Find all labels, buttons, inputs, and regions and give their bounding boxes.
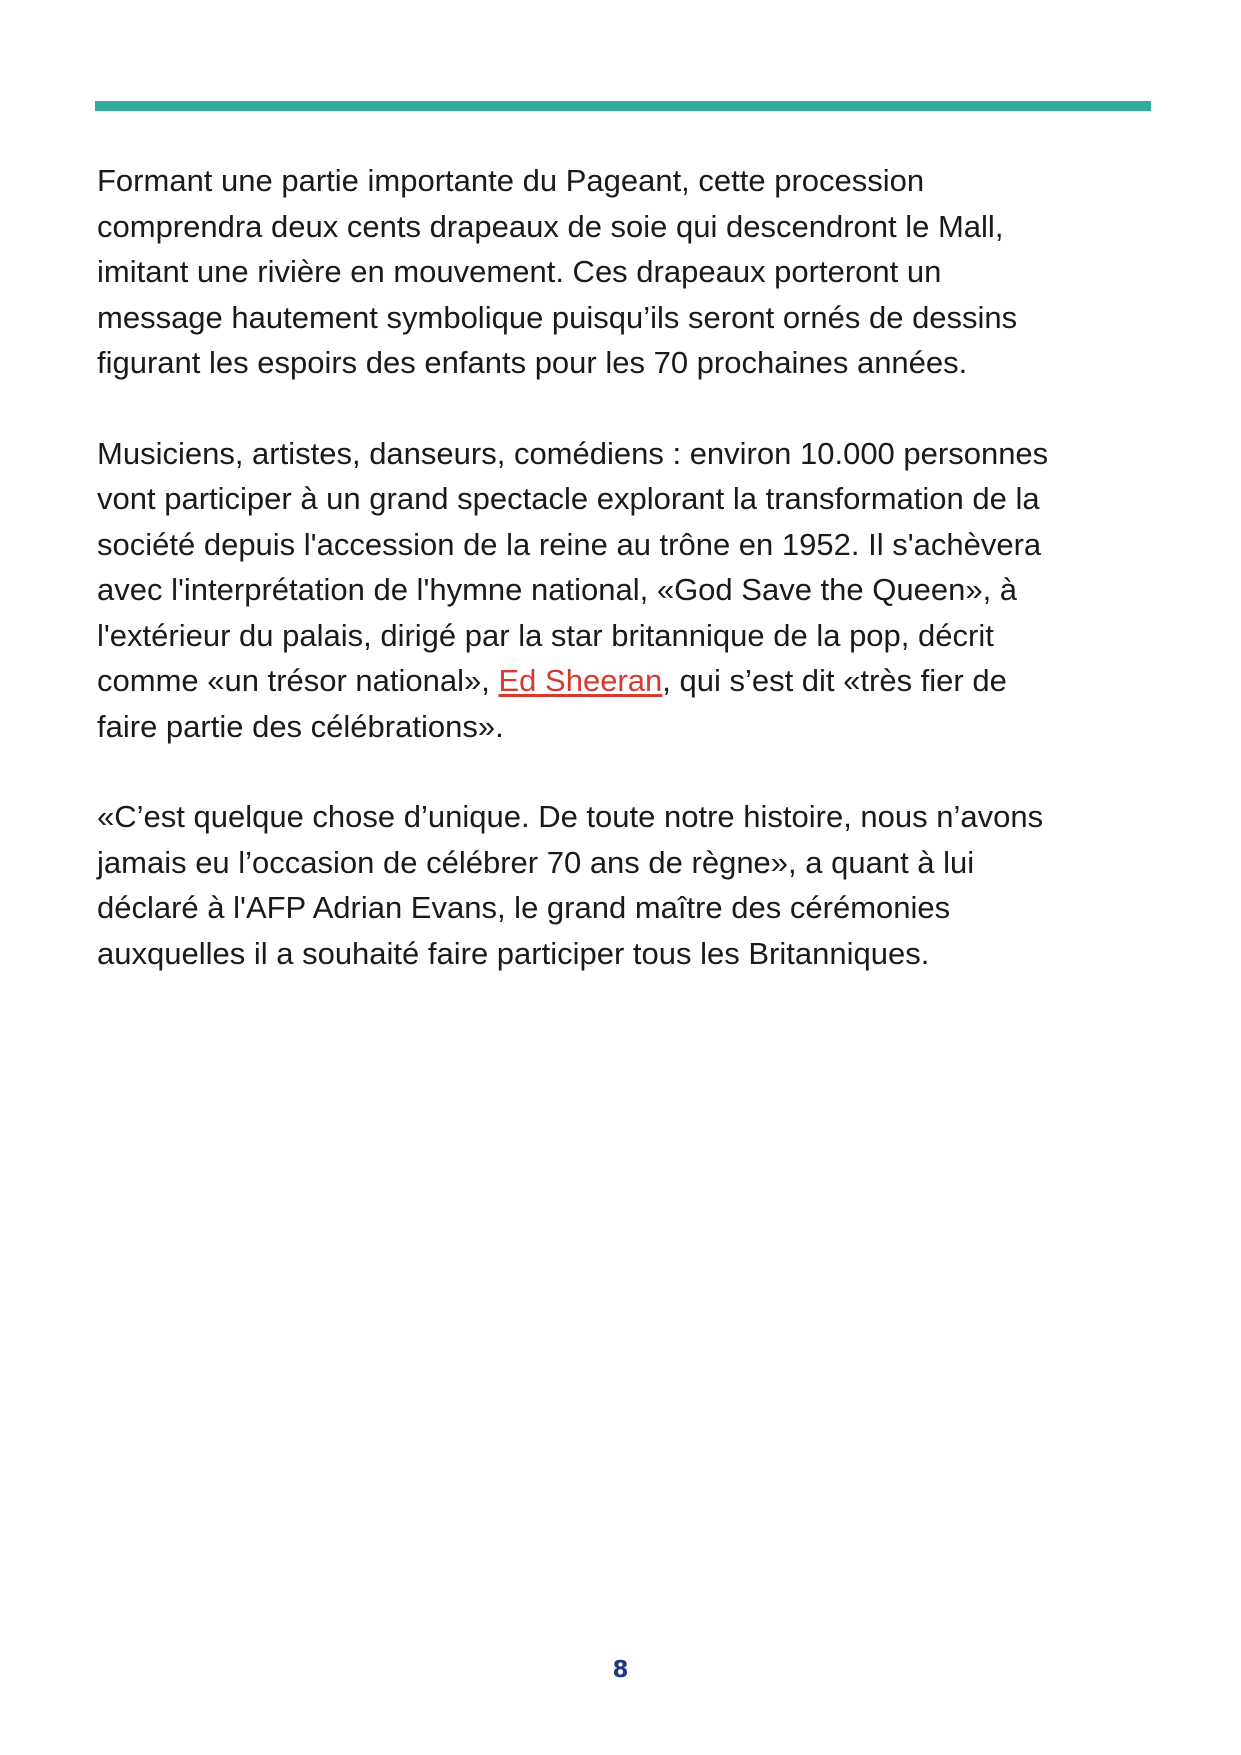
text-line: «C’est quelque chose d’unique. De toute notre histoire, nous n’avons: [97, 799, 1044, 834]
text-before-link: comme «un trésor national»,: [97, 663, 499, 698]
text-line: société depuis l'accession de la reine au trône en 1952. Il s'achèvera: [97, 526, 1042, 562]
paragraph-spectacle: [97, 431, 1157, 750]
page-number: 8: [612, 1657, 629, 1683]
text-line: avec l'interprétation de l'hymne national, «God Save the Queen», à: [97, 572, 1018, 607]
ed-sheeran-link[interactable]: Ed Sheeran: [498, 663, 663, 698]
paragraph-procession: [97, 158, 1157, 386]
text-line: figurant les espoirs des enfants pour les 70 prochaines années.: [97, 345, 968, 380]
text-line-with-link: [97, 658, 1157, 704]
text-line: vont participer à un grand spectacle explorant la transformation de la: [97, 481, 1040, 516]
text-line: jamais eu l’occasion de célébrer 70 ans de règne», a quant à lui: [97, 844, 975, 880]
text-line: faire partie des célébrations».: [97, 708, 504, 744]
text-line: Musiciens, artistes, danseurs, comédiens : environ 10.000 personnes: [97, 435, 1049, 471]
header-rule: [95, 101, 1151, 111]
text-line: déclaré à l'AFP Adrian Evans, le grand maître des cérémonies: [97, 890, 951, 925]
text-line: l'extérieur du palais, dirigé par la star britannique de la pop, décrit: [97, 617, 994, 653]
text-line: imitant une rivière en mouvement. Ces drapeaux porteront un: [97, 254, 942, 289]
text-line: comprendra deux cents drapeaux de soie qui descendront le Mall,: [97, 208, 1004, 244]
document-body: [97, 158, 1157, 976]
text-after-link: , qui s’est dit «très fier de: [662, 663, 1007, 698]
paragraph-quote: [97, 794, 1157, 976]
text-line: auxquelles il a souhaité faire participer tous les Britanniques.: [97, 935, 930, 971]
text-line: message hautement symbolique puisqu’ils seront ornés de dessins: [97, 299, 1018, 335]
text-line: Formant une partie importante du Pageant, cette procession: [97, 163, 925, 198]
